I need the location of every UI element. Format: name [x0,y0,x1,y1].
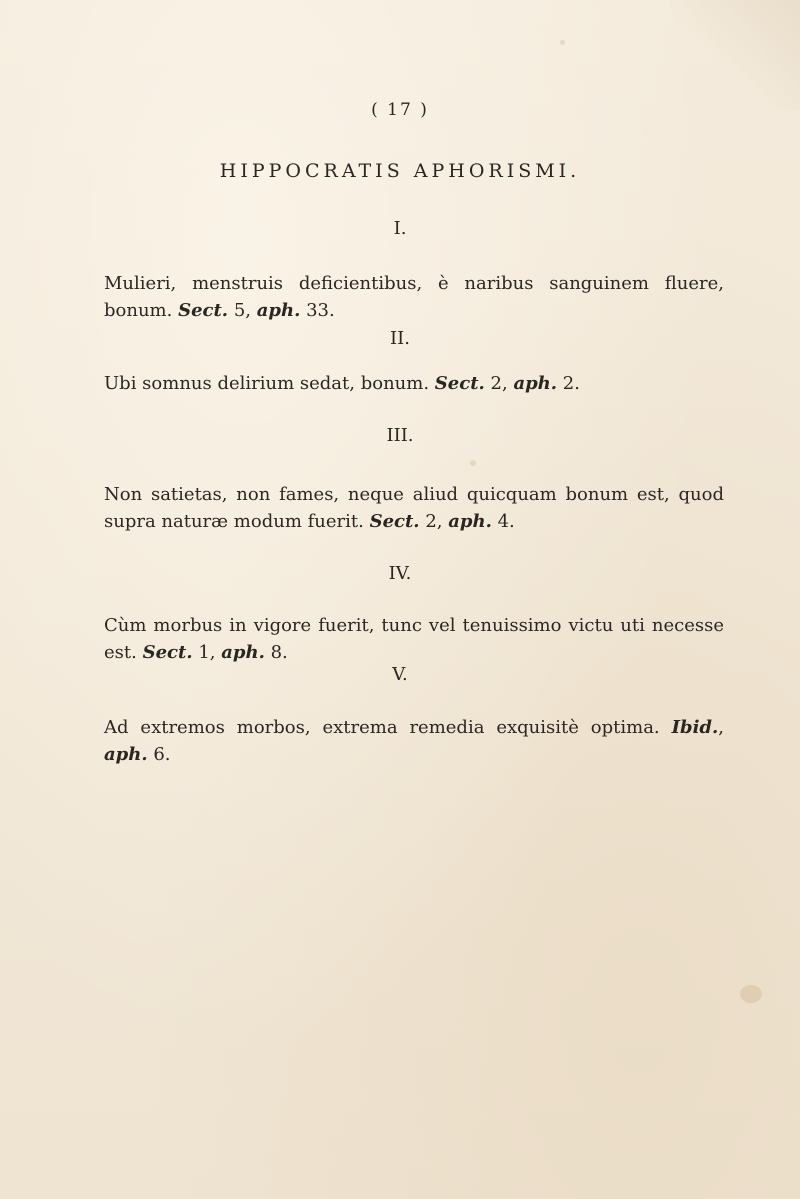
section-label: Sect. [369,511,420,532]
aphorism-label: aph. [256,300,301,321]
aphorism-body: Ad extremos morbos, extrema remedia exquisitè optima. [104,717,660,738]
aphorism-number: 33. [306,300,335,321]
aphorism-text [104,370,724,397]
aphorism-numeral: II. [390,328,410,349]
aphorism-body: Mulieri, menstruis deficientibus, è naribus sanguinem fluere, bonum. [104,273,724,321]
section-label: Ibid. [671,717,719,738]
aphorism-text [104,481,724,535]
section-label: Sect. [178,300,229,321]
aphorism-text [104,270,724,324]
paper-stain [560,40,565,45]
paper-stain [470,460,476,466]
page-number: ( 17 ) [371,100,429,120]
aphorism-label: aph. [513,373,558,394]
aphorism-label: aph. [448,511,492,532]
paper-stain [740,985,762,1003]
aphorism-body: Non satietas, non fames, neque aliud quicquam bonum est, quod supra naturæ modum fuerit. [104,484,724,532]
aphorism-numeral: III. [386,425,414,446]
section-number: 5, [233,300,251,321]
aphorism-number: 6. [153,744,171,765]
aphorism-numeral: IV. [388,563,412,584]
aphorism-label: aph. [221,642,265,663]
aphorism-numeral: I. [393,218,407,239]
section-label: Sect. [142,642,193,663]
page-corner-shading [670,0,800,110]
aphorism-number: 8. [270,642,288,663]
page-title: HIPPOCRATIS APHORISMI. [219,160,581,182]
section-number: 2, [425,511,443,532]
aphorism-label: aph. [104,744,148,765]
section-number: 2, [490,373,508,394]
aphorism-number: 4. [497,511,515,532]
aphorism-text [104,612,724,666]
aphorism-numeral: V. [392,664,408,685]
aphorism-body: Cùm morbus in vigore fuerit, tunc vel tenuissimo victu uti necesse est. [104,615,724,663]
section-label: Sect. [434,373,485,394]
section-number: , [718,717,724,738]
section-number: 1, [198,642,216,663]
aphorism-number: 2. [562,373,580,394]
aphorism-text [104,714,724,768]
aphorism-body: Ubi somnus delirium sedat, bonum. [104,373,430,394]
